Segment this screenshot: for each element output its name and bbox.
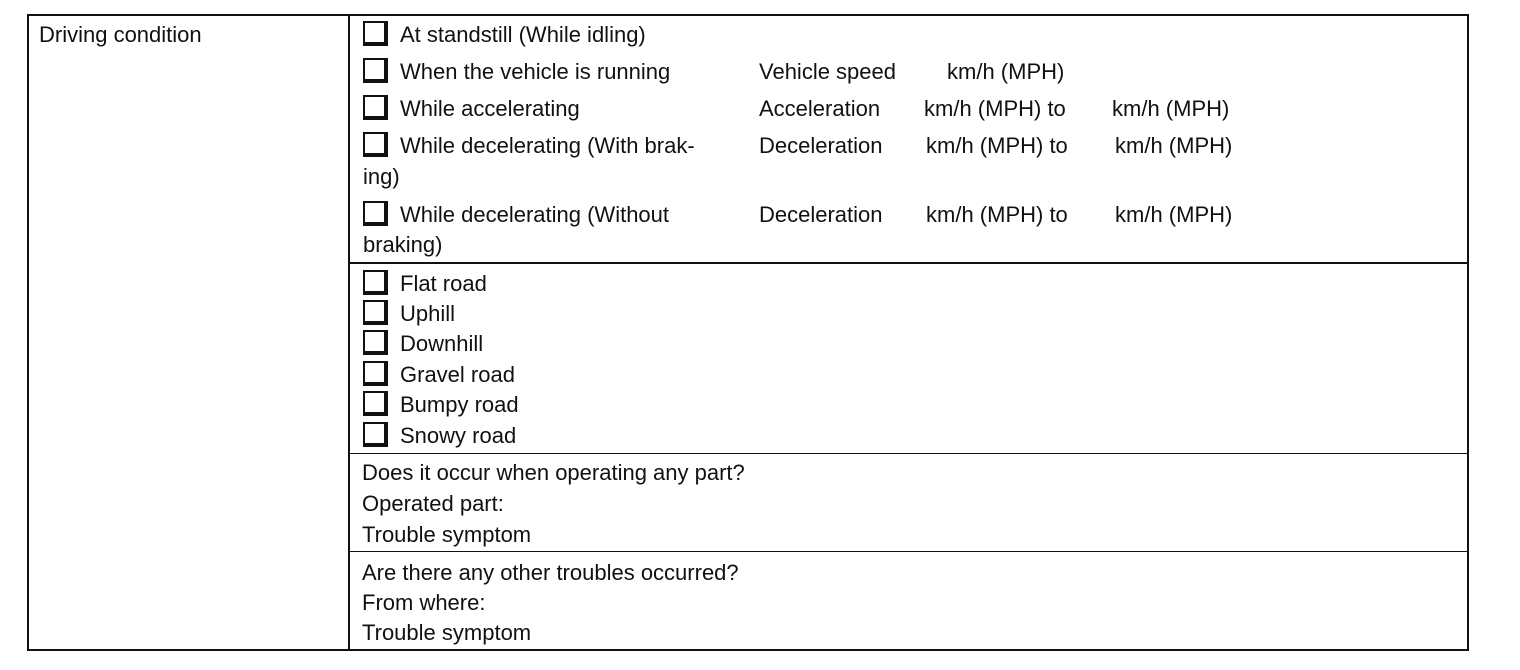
- checkbox-decelerating-without-braking[interactable]: [363, 201, 389, 227]
- acceleration-label: Acceleration: [759, 96, 881, 121]
- checkbox-icon: [363, 270, 389, 296]
- row-label-driving-condition: Driving condition: [39, 22, 202, 47]
- deceleration-braking-unit-from: km/h (MPH) to: [926, 133, 1068, 158]
- checkbox-at-standstill[interactable]: [363, 21, 389, 47]
- checkbox-icon: [363, 330, 389, 356]
- other-troubles-question: Are there any other troubles occurred?: [362, 560, 739, 585]
- deceleration-braking-label: Deceleration: [759, 133, 883, 158]
- option-decelerating-without-braking-label: While decelerating (Without: [400, 202, 670, 227]
- form-table-frame: [27, 14, 1469, 651]
- deceleration-braking-unit-to: km/h (MPH): [1115, 133, 1233, 158]
- checkbox-uphill[interactable]: [363, 300, 389, 326]
- checkbox-while-accelerating[interactable]: [363, 95, 389, 121]
- checkbox-bumpy-road[interactable]: [363, 391, 389, 417]
- checkbox-icon: [363, 132, 389, 158]
- option-bumpy-road-label: Bumpy road: [400, 392, 519, 417]
- checkbox-icon: [363, 391, 389, 417]
- column-divider: [348, 14, 350, 651]
- section-divider-road-operation: [349, 453, 1469, 454]
- checkbox-icon: [363, 58, 389, 84]
- option-gravel-road-label: Gravel road: [400, 362, 515, 387]
- acceleration-unit-from: km/h (MPH) to: [924, 96, 1066, 121]
- checkbox-gravel-road[interactable]: [363, 361, 389, 387]
- other-trouble-symptom-field: Trouble symptom: [362, 620, 532, 645]
- option-accelerating-label: While accelerating: [400, 96, 580, 121]
- operated-part-field: Operated part:: [362, 491, 504, 516]
- section-divider-operation-other: [349, 551, 1469, 552]
- checkbox-vehicle-running[interactable]: [363, 58, 389, 84]
- acceleration-unit-to: km/h (MPH): [1112, 96, 1230, 121]
- vehicle-speed-unit: km/h (MPH): [947, 59, 1065, 84]
- deceleration-nobraking-unit-from: km/h (MPH) to: [926, 202, 1068, 227]
- option-snowy-road-label: Snowy road: [400, 423, 517, 448]
- operation-question: Does it occur when operating any part?: [362, 460, 745, 485]
- checkbox-snowy-road[interactable]: [363, 422, 389, 448]
- checkbox-icon: [363, 422, 389, 448]
- vehicle-speed-label: Vehicle speed: [759, 59, 896, 84]
- deceleration-nobraking-label: Deceleration: [759, 202, 883, 227]
- option-decelerating-with-braking-label: While decelerating (With brak-: [400, 133, 695, 158]
- option-decelerating-with-braking-label-cont: ing): [363, 164, 400, 189]
- checkbox-icon: [363, 300, 389, 326]
- checkbox-icon: [363, 21, 389, 47]
- option-downhill-label: Downhill: [400, 331, 484, 356]
- section-divider-motion-road: [349, 262, 1469, 264]
- from-where-field: From where:: [362, 590, 486, 615]
- checkbox-icon: [363, 361, 389, 387]
- operation-trouble-symptom-field: Trouble symptom: [362, 522, 532, 547]
- deceleration-nobraking-unit-to: km/h (MPH): [1115, 202, 1233, 227]
- option-vehicle-running-label: When the vehicle is running: [400, 59, 671, 84]
- checkbox-icon: [363, 201, 389, 227]
- option-decelerating-without-braking-label-cont: braking): [363, 232, 443, 257]
- option-at-standstill-label: At standstill (While idling): [400, 22, 646, 47]
- checkbox-icon: [363, 95, 389, 121]
- checkbox-decelerating-with-braking[interactable]: [363, 132, 389, 158]
- checkbox-flat-road[interactable]: [363, 270, 389, 296]
- option-flat-road-label: Flat road: [400, 271, 487, 296]
- checkbox-downhill[interactable]: [363, 330, 389, 356]
- option-uphill-label: Uphill: [400, 301, 456, 326]
